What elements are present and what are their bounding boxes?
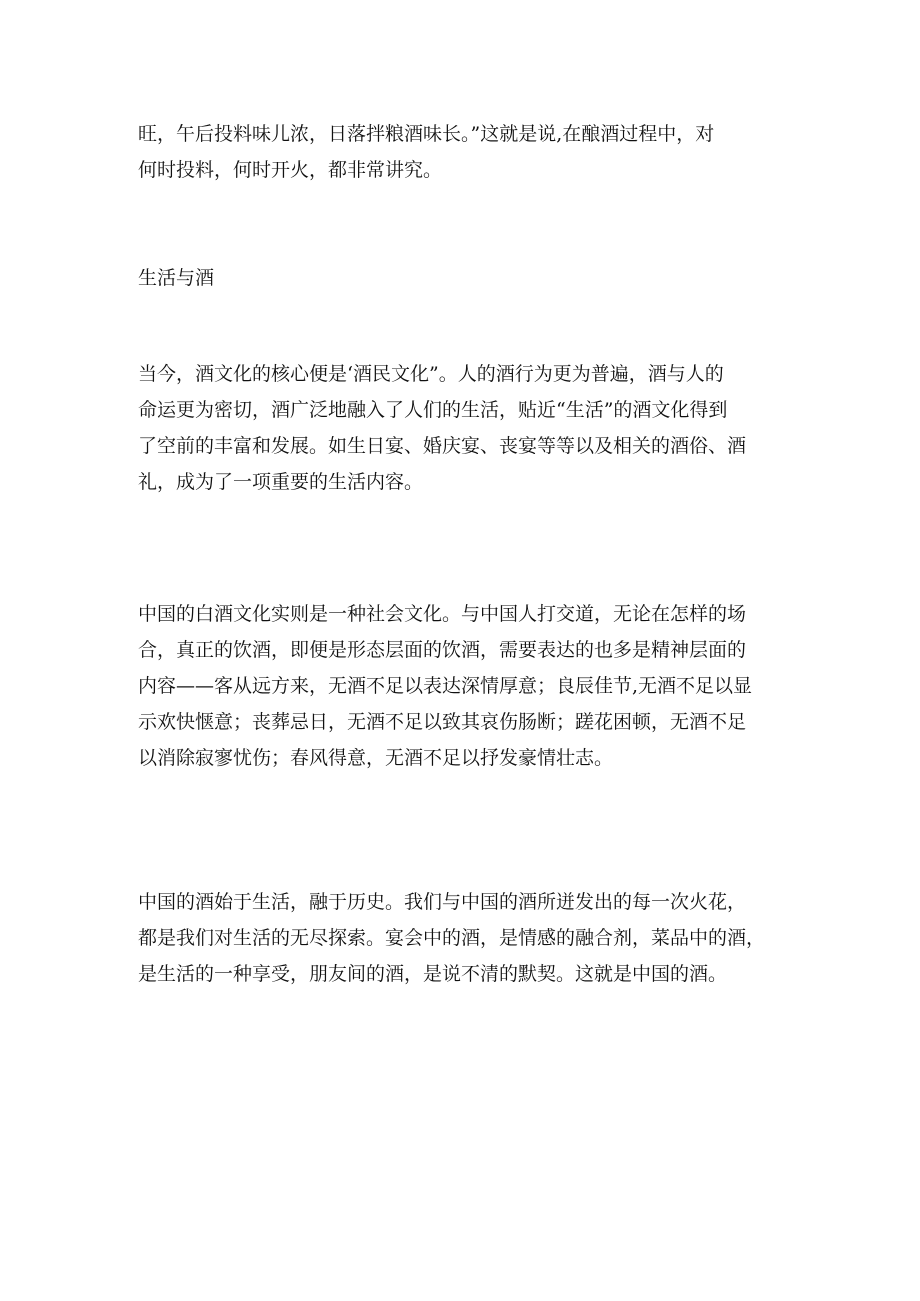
text-line: 中国的酒始于生活，融于历史。我们与中国的酒所迸发出的每一次火花， <box>138 891 747 913</box>
text-line: 中国的白酒文化实则是一种社会文化。与中国人打交道，无论在怎样的场 <box>138 603 747 625</box>
paragraph-life-and-history <box>138 884 798 992</box>
text-line: 命运更为密切，酒广泛地融入了人们的生活，贴近“生活”的酒文化得到 <box>138 399 728 421</box>
text-line: 当今，酒文化的核心便是‘酒民文化”。人的酒行为更为普遍，酒与人的 <box>138 363 724 385</box>
text-line: 何时投料，何时开火，都非常讲究。 <box>138 159 443 181</box>
text-line: 以消除寂寥忧伤；春风得意，无酒不足以抒发豪情壮志。 <box>138 747 614 769</box>
text-line: 都是我们对生活的无尽探索。宴会中的酒，是情感的融合剂，菜品中的酒， <box>138 927 766 949</box>
paragraph-drinker-culture <box>138 356 798 500</box>
paragraph-social-culture <box>138 596 798 776</box>
text-line: 礼，成为了一项重要的生活内容。 <box>138 471 424 493</box>
text-line: 合，真正的饮酒，即便是形态层面的饮酒，需要表达的也多是精神层面的 <box>138 639 747 661</box>
text-line: 旺，午后投料味儿浓，日落拌粮酒味长。”这就是说,在酿酒过程中，对 <box>138 123 715 145</box>
paragraph-brewing-timing <box>138 116 798 188</box>
text-line: 示欢快惬意；丧葬忌日，无酒不足以致其哀伤肠断；蹉花困顿，无酒不足 <box>138 711 747 733</box>
section-heading: 生活与酒 <box>138 267 215 289</box>
text-line: 内容——客从远方来，无酒不足以表达深情厚意；良辰佳节,无酒不足以显 <box>138 675 753 697</box>
text-line: 是生活的一种享受，朋友间的酒，是说不清的默契。这就是中国的酒。 <box>138 963 728 985</box>
text-line: 了空前的丰富和发展。如生日宴、婚庆宴、丧宴等等以及相关的酒俗、酒 <box>138 435 747 457</box>
